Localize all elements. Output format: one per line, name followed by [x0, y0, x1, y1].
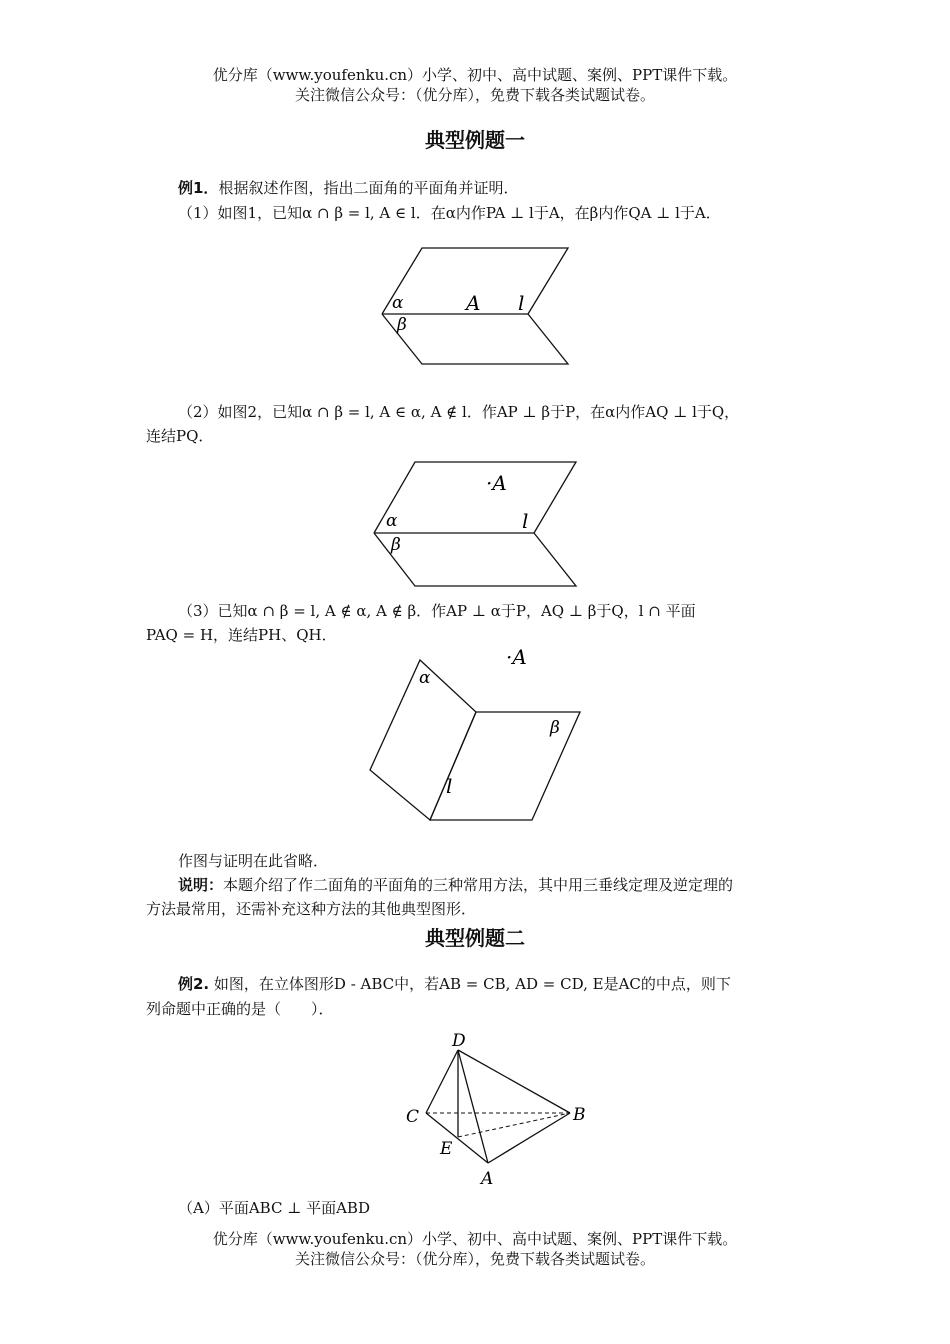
example1-item1: [146, 201, 810, 225]
note-label: 说明：: [178, 876, 224, 894]
example1-label: 例1．: [178, 179, 219, 197]
edge-DB: [458, 1050, 570, 1113]
example1-item3: [146, 599, 810, 623]
fig3-label-l: l: [446, 774, 453, 798]
footer-line-2: 关注微信公众号：（优分库），免费下载各类试题试卷。: [294, 1250, 655, 1268]
fig2-plane-beta: [374, 533, 576, 586]
footer-line-1: 优分库（www.youfenku.cn）小学、初中、高中试题、案例、PPT课件下载。: [212, 1230, 738, 1248]
fig3-label-beta: β: [550, 718, 560, 738]
fig3-label-alpha: α: [419, 668, 431, 688]
example2-statement: [146, 972, 810, 996]
edge-DA: [458, 1050, 488, 1163]
option-a-text: （A）平面ABC ⊥ 平面ABD: [178, 1199, 370, 1217]
example1-item3-cont: PAQ = H，连结PH、QH．: [146, 626, 337, 644]
fig1-label-beta: β: [397, 315, 407, 335]
item1-text: （1）如图1，已知α ∩ β = l, A ∈ l．在α内作PA ⊥ l于A，在β内作QA ⊥ l于A．: [178, 204, 721, 222]
fig3-label-A: ·A: [506, 645, 527, 669]
proof-omitted: [146, 849, 810, 873]
fig2-label-l: l: [522, 509, 529, 533]
example2-label: 例2.: [178, 975, 210, 993]
item2-text: （2）如图2，已知α ∩ β = l, A ∈ α, A ∉ l．作AP ⊥ β于P，在α内作AQ ⊥ l于Q，: [178, 403, 740, 421]
fig2-label-alpha: α: [386, 511, 398, 531]
example1-statement: [146, 176, 810, 200]
example2-cont: 列命题中正确的是（ ）．: [146, 1000, 334, 1018]
section2-title: 典型例题二: [425, 926, 525, 950]
header-line-2: 关注微信公众号：（优分库），免费下载各类试题试卷。: [294, 86, 655, 104]
item3-text: （3）已知α ∩ β = l, A ∉ α, A ∉ β．作AP ⊥ α于P，AQ ⊥ β于Q，l ∩ 平面: [178, 602, 696, 620]
fig3-plane-alpha: [370, 660, 476, 820]
proof-omitted-text: 作图与证明在此省略．: [178, 852, 329, 870]
fig2-label-A: ·A: [486, 471, 507, 495]
edge-AB: [488, 1113, 570, 1163]
fig1-plane-alpha: [382, 248, 568, 314]
header-line-1: 优分库（www.youfenku.cn）小学、初中、高中试题、案例、PPT课件下载。: [212, 66, 738, 84]
fig4-label-D: D: [452, 1031, 466, 1051]
example1-item2: [146, 400, 810, 424]
edge-EB-hidden: [458, 1113, 570, 1137]
fig2-label-beta: β: [391, 535, 401, 555]
example1-item2-cont: 连结PQ．: [146, 427, 214, 445]
option-a: [146, 1196, 810, 1220]
fig1-plane-beta: [382, 314, 568, 364]
fig4-label-B: B: [573, 1105, 586, 1125]
section1-title: 典型例题一: [425, 128, 525, 152]
edge-DC: [426, 1050, 458, 1113]
note: [146, 873, 810, 897]
fig3-plane-beta: [430, 712, 580, 820]
example1-text: 根据叙述作图，指出二面角的平面角并证明．: [218, 179, 519, 197]
fig4-label-E: E: [440, 1139, 453, 1159]
note-cont: 方法最常用，还需补充这种方法的其他典型图形．: [146, 900, 477, 918]
example2-text: 如图，在立体图形D - ABC中，若AB = CB, AD = CD, E是AC的中点，则下: [213, 975, 731, 993]
edge-CA: [426, 1113, 488, 1163]
fig4-label-C: C: [406, 1107, 420, 1127]
fig1-label-l: l: [518, 291, 525, 315]
fig1-label-A: A: [466, 291, 481, 315]
fig2-plane-alpha: [374, 462, 576, 533]
note-text: 本题介绍了作二面角的平面角的三种常用方法，其中用三垂线定理及逆定理的: [223, 876, 734, 894]
fig1-label-alpha: α: [392, 293, 404, 313]
fig4-label-A: A: [481, 1169, 494, 1189]
